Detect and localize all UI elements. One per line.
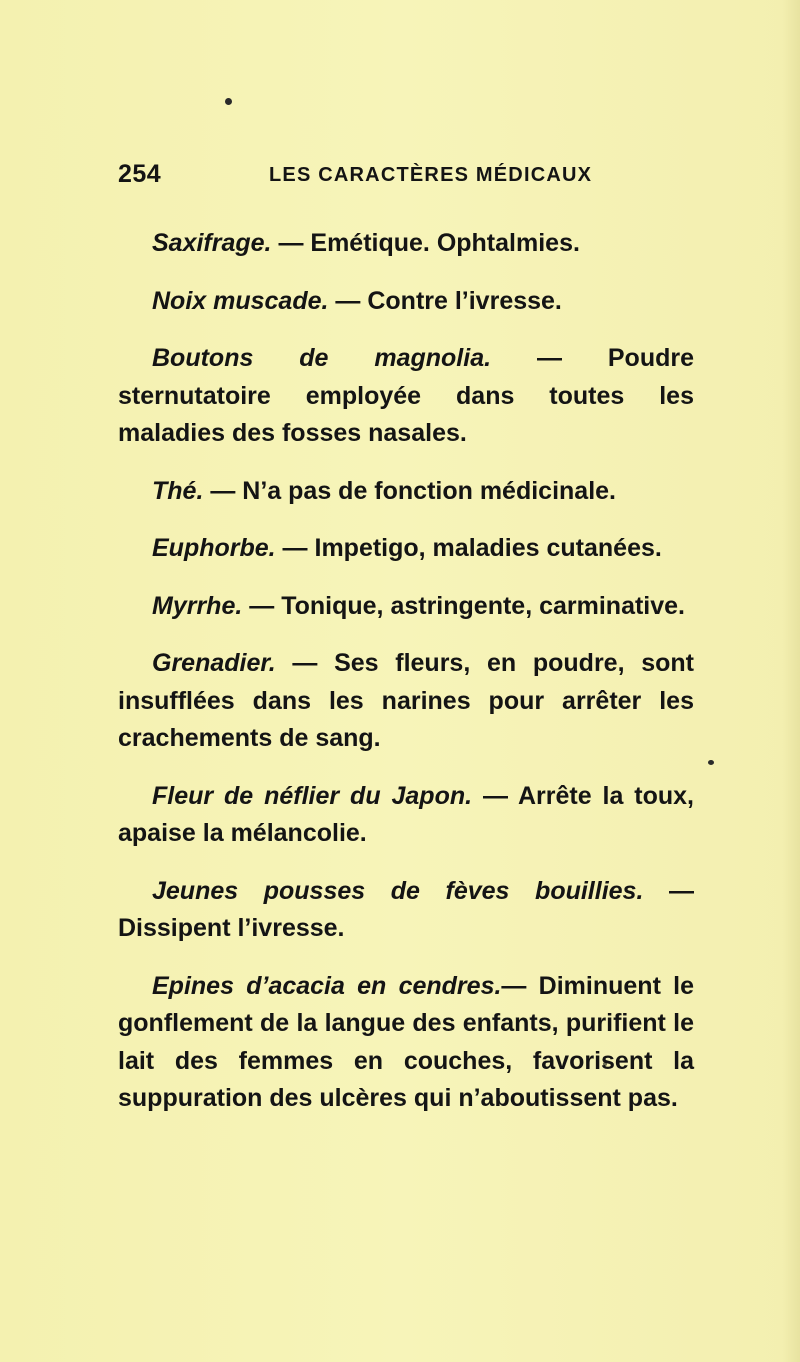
entry-description: — N’a pas de fonction médicinale. bbox=[203, 476, 616, 505]
entry-grenadier bbox=[118, 645, 694, 758]
entry-term: Grenadier. bbox=[152, 649, 276, 677]
entry-description: — Impetigo, maladies cutanées. bbox=[275, 534, 662, 562]
entry-term: Euphorbe. bbox=[152, 534, 276, 562]
ink-speck-top bbox=[225, 98, 232, 105]
entry-term: Jeunes pousses de fèves bouillies. bbox=[152, 876, 644, 905]
entry-boutons-de-magnolia bbox=[118, 340, 694, 453]
entry-term: Boutons de magnolia. bbox=[152, 344, 492, 372]
entry-description: — Contre l’ivresse. bbox=[328, 286, 562, 315]
entry-term: Thé. bbox=[152, 476, 204, 505]
entry-description: — Diminuent le gonflement de la langue des enfants, purifient le lait des femmes en couches, favorisent la suppuration des ulcères qui n’aboutissent pas. bbox=[118, 971, 694, 1112]
entry-description: — Dissipent l’ivresse. bbox=[118, 876, 694, 942]
entry-the bbox=[118, 473, 694, 511]
page-number: 254 bbox=[118, 160, 162, 188]
entry-description: — Poudre sternutatoire employée dans toutes les maladies des fosses nasales. bbox=[118, 344, 695, 447]
entry-epines-dacacia bbox=[118, 968, 694, 1118]
entry-description: — Ses fleurs, en poudre, sont insufflées dans les narines pour arrêter les crachements de sang. bbox=[118, 649, 694, 752]
entry-jeunes-pousses bbox=[118, 873, 694, 948]
entry-term: Saxifrage. bbox=[152, 229, 272, 257]
page-header bbox=[118, 160, 598, 200]
running-head: LES CARACTÈRES MÉDICAUX bbox=[269, 164, 593, 186]
entry-myrrhe bbox=[118, 588, 694, 626]
ink-speck-right bbox=[708, 760, 714, 765]
entry-euphorbe bbox=[118, 530, 694, 568]
page-body bbox=[118, 225, 694, 1138]
entry-term: Noix muscade. bbox=[152, 286, 329, 315]
entry-saxifrage bbox=[118, 225, 694, 263]
entry-description: — Emétique. Ophtalmies. bbox=[271, 229, 580, 257]
entry-term: Myrrhe. bbox=[152, 591, 243, 620]
entry-noix-muscade bbox=[118, 283, 694, 321]
page-edge-shadow bbox=[782, 0, 800, 1362]
entry-description: — Arrête la toux, apaise la mélancolie. bbox=[118, 781, 694, 847]
entry-description: — Tonique, astringente, carminative. bbox=[242, 591, 686, 620]
entry-term: Fleur de néflier du Japon. bbox=[152, 781, 473, 810]
entry-term: Epines d’acacia en cendres. bbox=[152, 971, 502, 1000]
entry-fleur-de-neflier bbox=[118, 778, 694, 853]
